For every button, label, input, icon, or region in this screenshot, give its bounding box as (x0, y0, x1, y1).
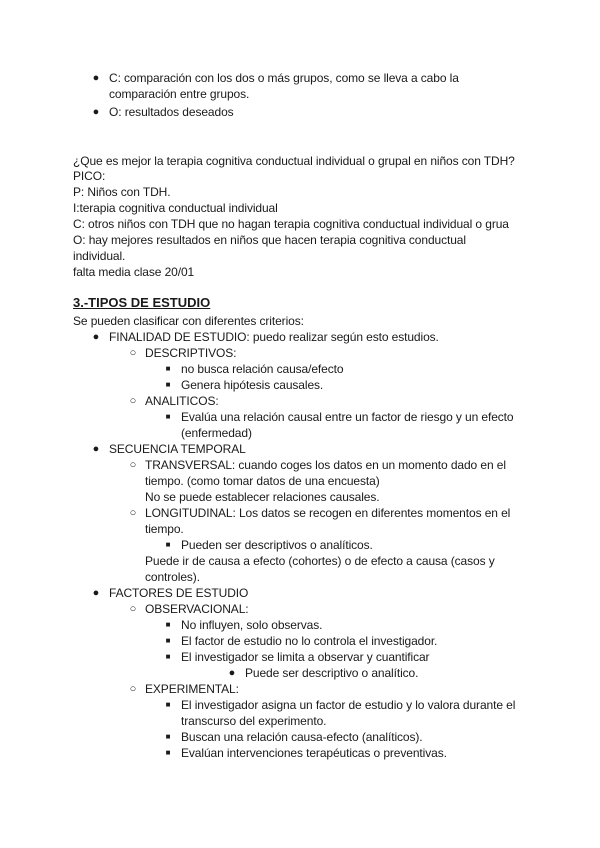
square-bullet-icon: ■ (165, 380, 171, 389)
circle-bullet-icon: ○ (129, 683, 137, 695)
disc-bullet-icon: ● (92, 331, 100, 343)
anal-item-line2: (enfermedad) (181, 426, 252, 440)
square-bullet-icon: ■ (165, 540, 171, 549)
square-bullet-icon: ■ (165, 700, 171, 709)
pico-p: P: Niños con TDH. (73, 185, 171, 199)
desc-item: Genera hipótesis causales. (181, 378, 324, 392)
obs-sub-item: Puede ser descriptivo o analítico. (245, 666, 419, 680)
experimental-label: EXPERIMENTAL: (145, 682, 239, 696)
disc-bullet-icon: ● (92, 587, 100, 599)
exp-item3: Evalúan intervenciones terapéuticas o preventivas. (181, 746, 447, 760)
observacional-label: OBSERVACIONAL: (145, 602, 249, 616)
analiticos-label: ANALITICOS: (145, 394, 219, 408)
list-item-c-line1: C: comparación con los dos o más grupos, como se lleva a cabo la (109, 71, 459, 85)
pico-i: I:terapia cognitiva conductual individual (73, 201, 278, 215)
disc-bullet-icon: ● (92, 443, 100, 455)
square-bullet-icon: ■ (165, 636, 171, 645)
descriptivos-label: DESCRIPTIVOS: (145, 346, 237, 360)
longitudinal-line2: tiempo. (145, 522, 184, 536)
exp-item1-line2: transcurso del experimento. (181, 714, 327, 728)
circle-bullet-icon: ○ (129, 603, 137, 615)
desc-item: no busca relación causa/efecto (181, 362, 344, 376)
disc-bullet-icon: ● (92, 72, 100, 84)
finalidad-label: FINALIDAD DE ESTUDIO: puedo realizar según esto estudios. (109, 330, 439, 344)
list-item-o: O: resultados deseados (109, 105, 234, 119)
transversal-line1: TRANSVERSAL: cuando coges los datos en un momento dado en el (145, 458, 506, 472)
obs-item: No influyen, solo observas. (181, 618, 323, 632)
anal-item-line1: Evalúa una relación causal entre un factor de riesgo y un efecto (181, 410, 514, 424)
disc-bullet-icon: ● (228, 667, 236, 679)
circle-bullet-icon: ○ (129, 347, 137, 359)
longitudinal-item: Pueden ser descriptivos o analíticos. (181, 538, 373, 552)
pico-label: PICO: (73, 169, 106, 183)
secuencia-label: SECUENCIA TEMPORAL (109, 442, 246, 456)
transversal-line2: tiempo. (como tomar datos de una encuesta) (145, 474, 380, 488)
square-bullet-icon: ■ (165, 748, 171, 757)
exp-item1-line1: El investigador asigna un factor de estudio y lo valora durante el (181, 698, 516, 712)
square-bullet-icon: ■ (165, 732, 171, 741)
factores-label: FACTORES DE ESTUDIO (109, 586, 249, 600)
disc-bullet-icon: ● (92, 106, 100, 118)
longitudinal-note2: controles). (145, 570, 200, 584)
longitudinal-note1: Puede ir de causa a efecto (cohortes) o de efecto a causa (casos y (145, 554, 495, 568)
square-bullet-icon: ■ (165, 412, 171, 421)
square-bullet-icon: ■ (165, 620, 171, 629)
list-item-c-line2: comparación entre grupos. (109, 87, 250, 101)
circle-bullet-icon: ○ (129, 507, 137, 519)
transversal-line3: No se puede establecer relaciones causales. (145, 490, 380, 504)
square-bullet-icon: ■ (165, 652, 171, 661)
circle-bullet-icon: ○ (129, 395, 137, 407)
pico-o-line1: O: hay mejores resultados en niños que hacen terapia cognitiva conductual (73, 233, 466, 247)
pico-question: ¿Que es mejor la terapia cognitiva conductual individual o grupal en niños con TDH? (73, 154, 515, 168)
exp-item2: Buscan una relación causa-efecto (analíticos). (181, 730, 423, 744)
obs-item: El investigador se limita a observar y cuantificar (181, 650, 430, 664)
square-bullet-icon: ■ (165, 364, 171, 373)
circle-bullet-icon: ○ (129, 459, 137, 471)
section-intro: Se pueden clasificar con diferentes criterios: (73, 314, 304, 328)
pico-o-line2: individual. (73, 249, 126, 263)
obs-item: El factor de estudio no lo controla el investigador. (181, 634, 438, 648)
longitudinal-line1: LONGITUDINAL: Los datos se recogen en diferentes momentos en el (145, 506, 511, 520)
section-heading: 3.-TIPOS DE ESTUDIO (73, 295, 211, 310)
class-note: falta media clase 20/01 (73, 265, 195, 279)
pico-c: C: otros niños con TDH que no hagan terapia cognitiva conductual individual o grua (73, 217, 509, 231)
